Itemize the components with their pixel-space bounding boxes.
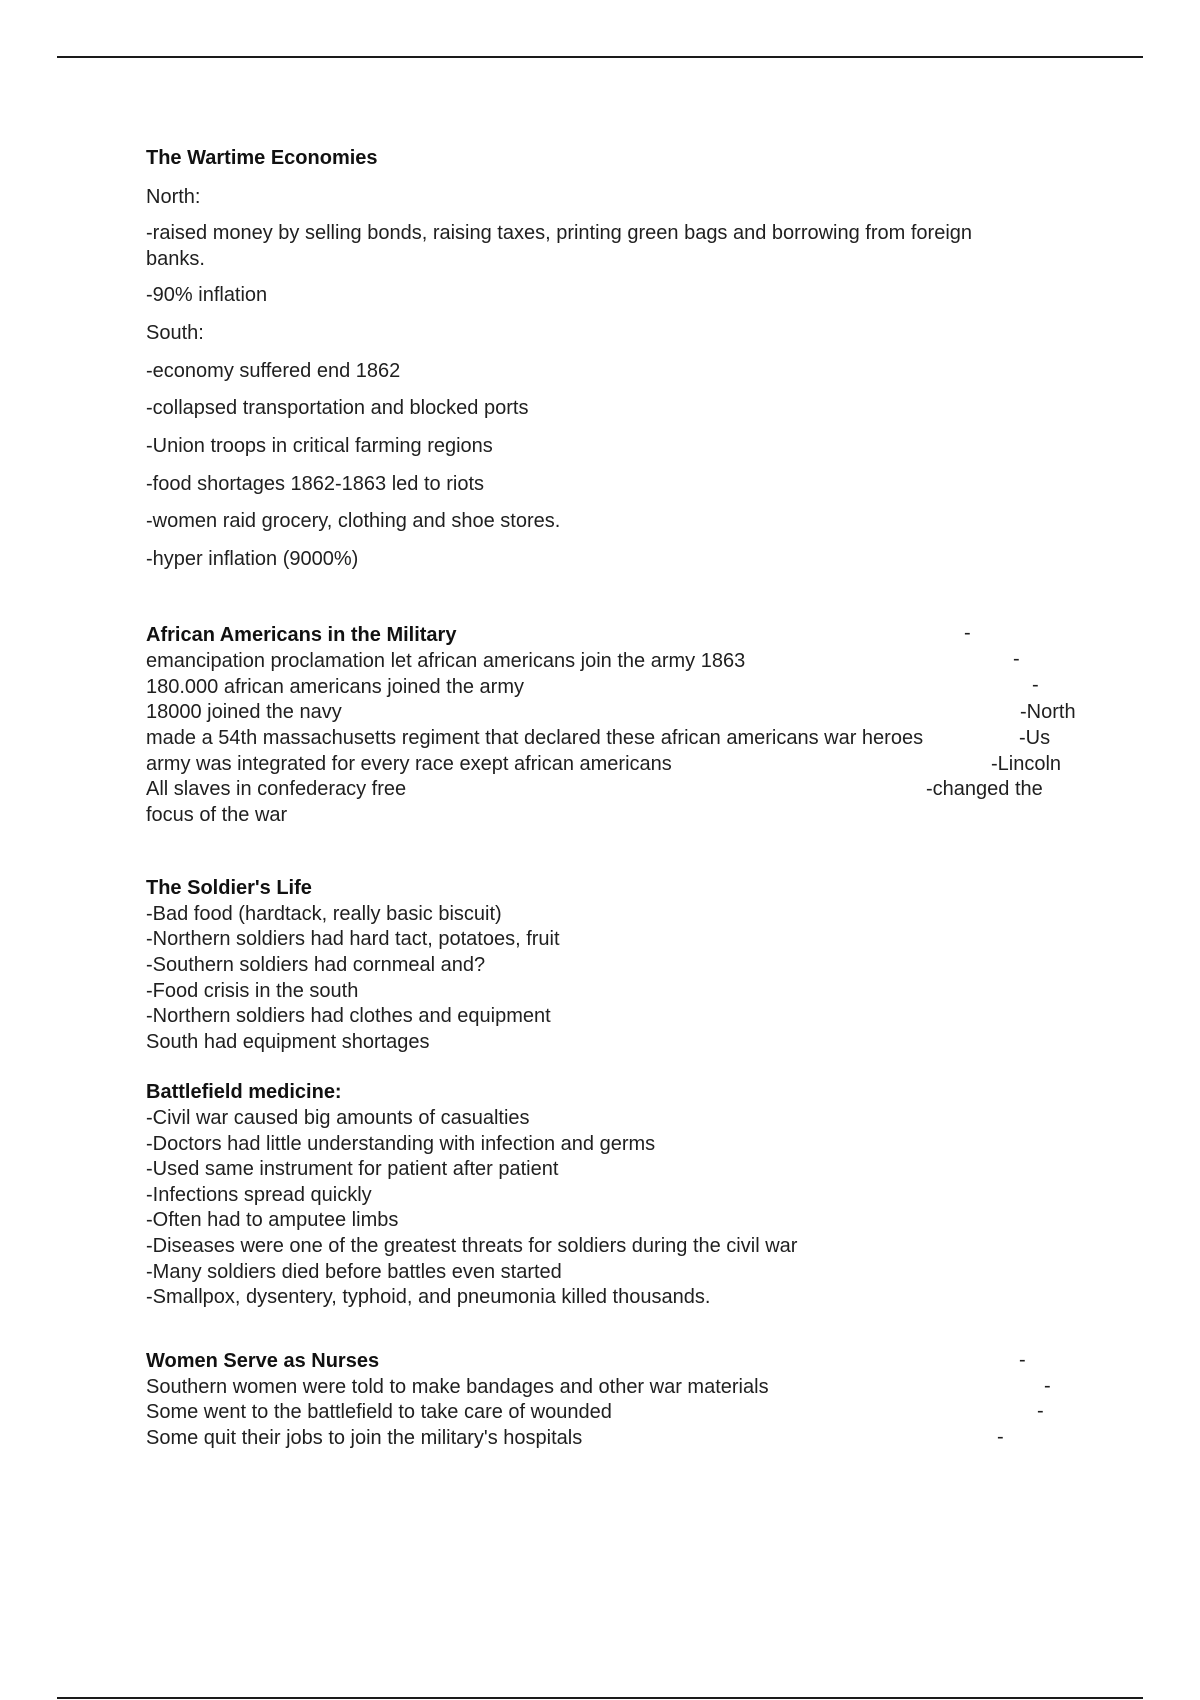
north-label: North: [146,186,201,208]
medicine-item: -Civil war caused big amounts of casualties [146,1107,530,1129]
nurses-line: Some went to the battlefield to take care of wounded [146,1401,612,1423]
margin-note-north: -North [1020,701,1076,723]
stray-dash: - [1044,1375,1051,1397]
military-line: army was integrated for every race exept african americans [146,753,672,775]
margin-note-us: -Us [1019,727,1051,749]
stray-dash: - [1013,648,1020,670]
section-heading-nurses: Women Serve as Nurses [146,1350,380,1372]
military-line: All slaves in confederacy free [146,778,407,800]
soldier-item: -Northern soldiers had hard tact, potatoes, fruit [146,928,560,950]
south-item: -Union troops in critical farming regions [146,435,493,457]
soldier-item: -Food crisis in the south [146,980,359,1002]
south-label: South: [146,322,204,344]
military-line: emancipation proclamation let african americans join the army 1863 [146,650,746,672]
medicine-item: -Many soldiers died before battles even started [146,1261,562,1283]
stray-dash: - [997,1426,1004,1448]
soldier-item: South had equipment shortages [146,1031,430,1053]
south-item: -food shortages 1862-1863 led to riots [146,473,484,495]
margin-note-lincoln: -Lincoln [991,753,1062,775]
stray-dash: - [964,622,971,644]
south-item: -hyper inflation (9000%) [146,548,359,570]
margin-note-changed: -changed the [926,778,1043,800]
medicine-item: -Diseases were one of the greatest threats for soldiers during the civil war [146,1235,798,1257]
south-item: -women raid grocery, clothing and shoe stores. [146,510,561,532]
stray-dash: - [1037,1400,1044,1422]
north-inflation: -90% inflation [146,284,268,306]
military-line: 18000 joined the navy [146,701,342,723]
military-line: 180.000 african americans joined the army [146,676,524,698]
military-line: focus of the war [146,804,288,826]
section-heading-battlefield-medicine: Battlefield medicine: [146,1081,342,1103]
medicine-item: -Doctors had little understanding with infection and germs [146,1133,656,1155]
nurses-line: Some quit their jobs to join the military's hospitals [146,1427,583,1449]
medicine-item: -Infections spread quickly [146,1184,372,1206]
south-item: -economy suffered end 1862 [146,360,401,382]
footer-rule [57,1697,1143,1699]
south-item: -collapsed transportation and blocked ports [146,397,529,419]
soldier-item: -Southern soldiers had cornmeal and? [146,954,486,976]
military-line: made a 54th massachusetts regiment that declared these african americans war heroes [146,727,924,749]
section-heading-soldiers-life: The Soldier's Life [146,877,312,899]
north-line: -raised money by selling bonds, raising taxes, printing green bags and borrowing from foreign [146,222,973,244]
soldier-item: -Bad food (hardtack, really basic biscuit) [146,903,502,925]
soldier-item: -Northern soldiers had clothes and equipment [146,1005,551,1027]
nurses-line: Southern women were told to make bandages and other war materials [146,1376,769,1398]
stray-dash: - [1032,674,1039,696]
section-heading-wartime-economies: The Wartime Economies [146,147,378,169]
medicine-item: -Smallpox, dysentery, typhoid, and pneumonia killed thousands. [146,1286,711,1308]
section-heading-military: African Americans in the Military [146,624,457,646]
medicine-item: -Used same instrument for patient after patient [146,1158,559,1180]
stray-dash: - [1019,1349,1026,1371]
north-line: banks. [146,248,205,270]
header-rule [57,56,1143,58]
medicine-item: -Often had to amputee limbs [146,1209,399,1231]
